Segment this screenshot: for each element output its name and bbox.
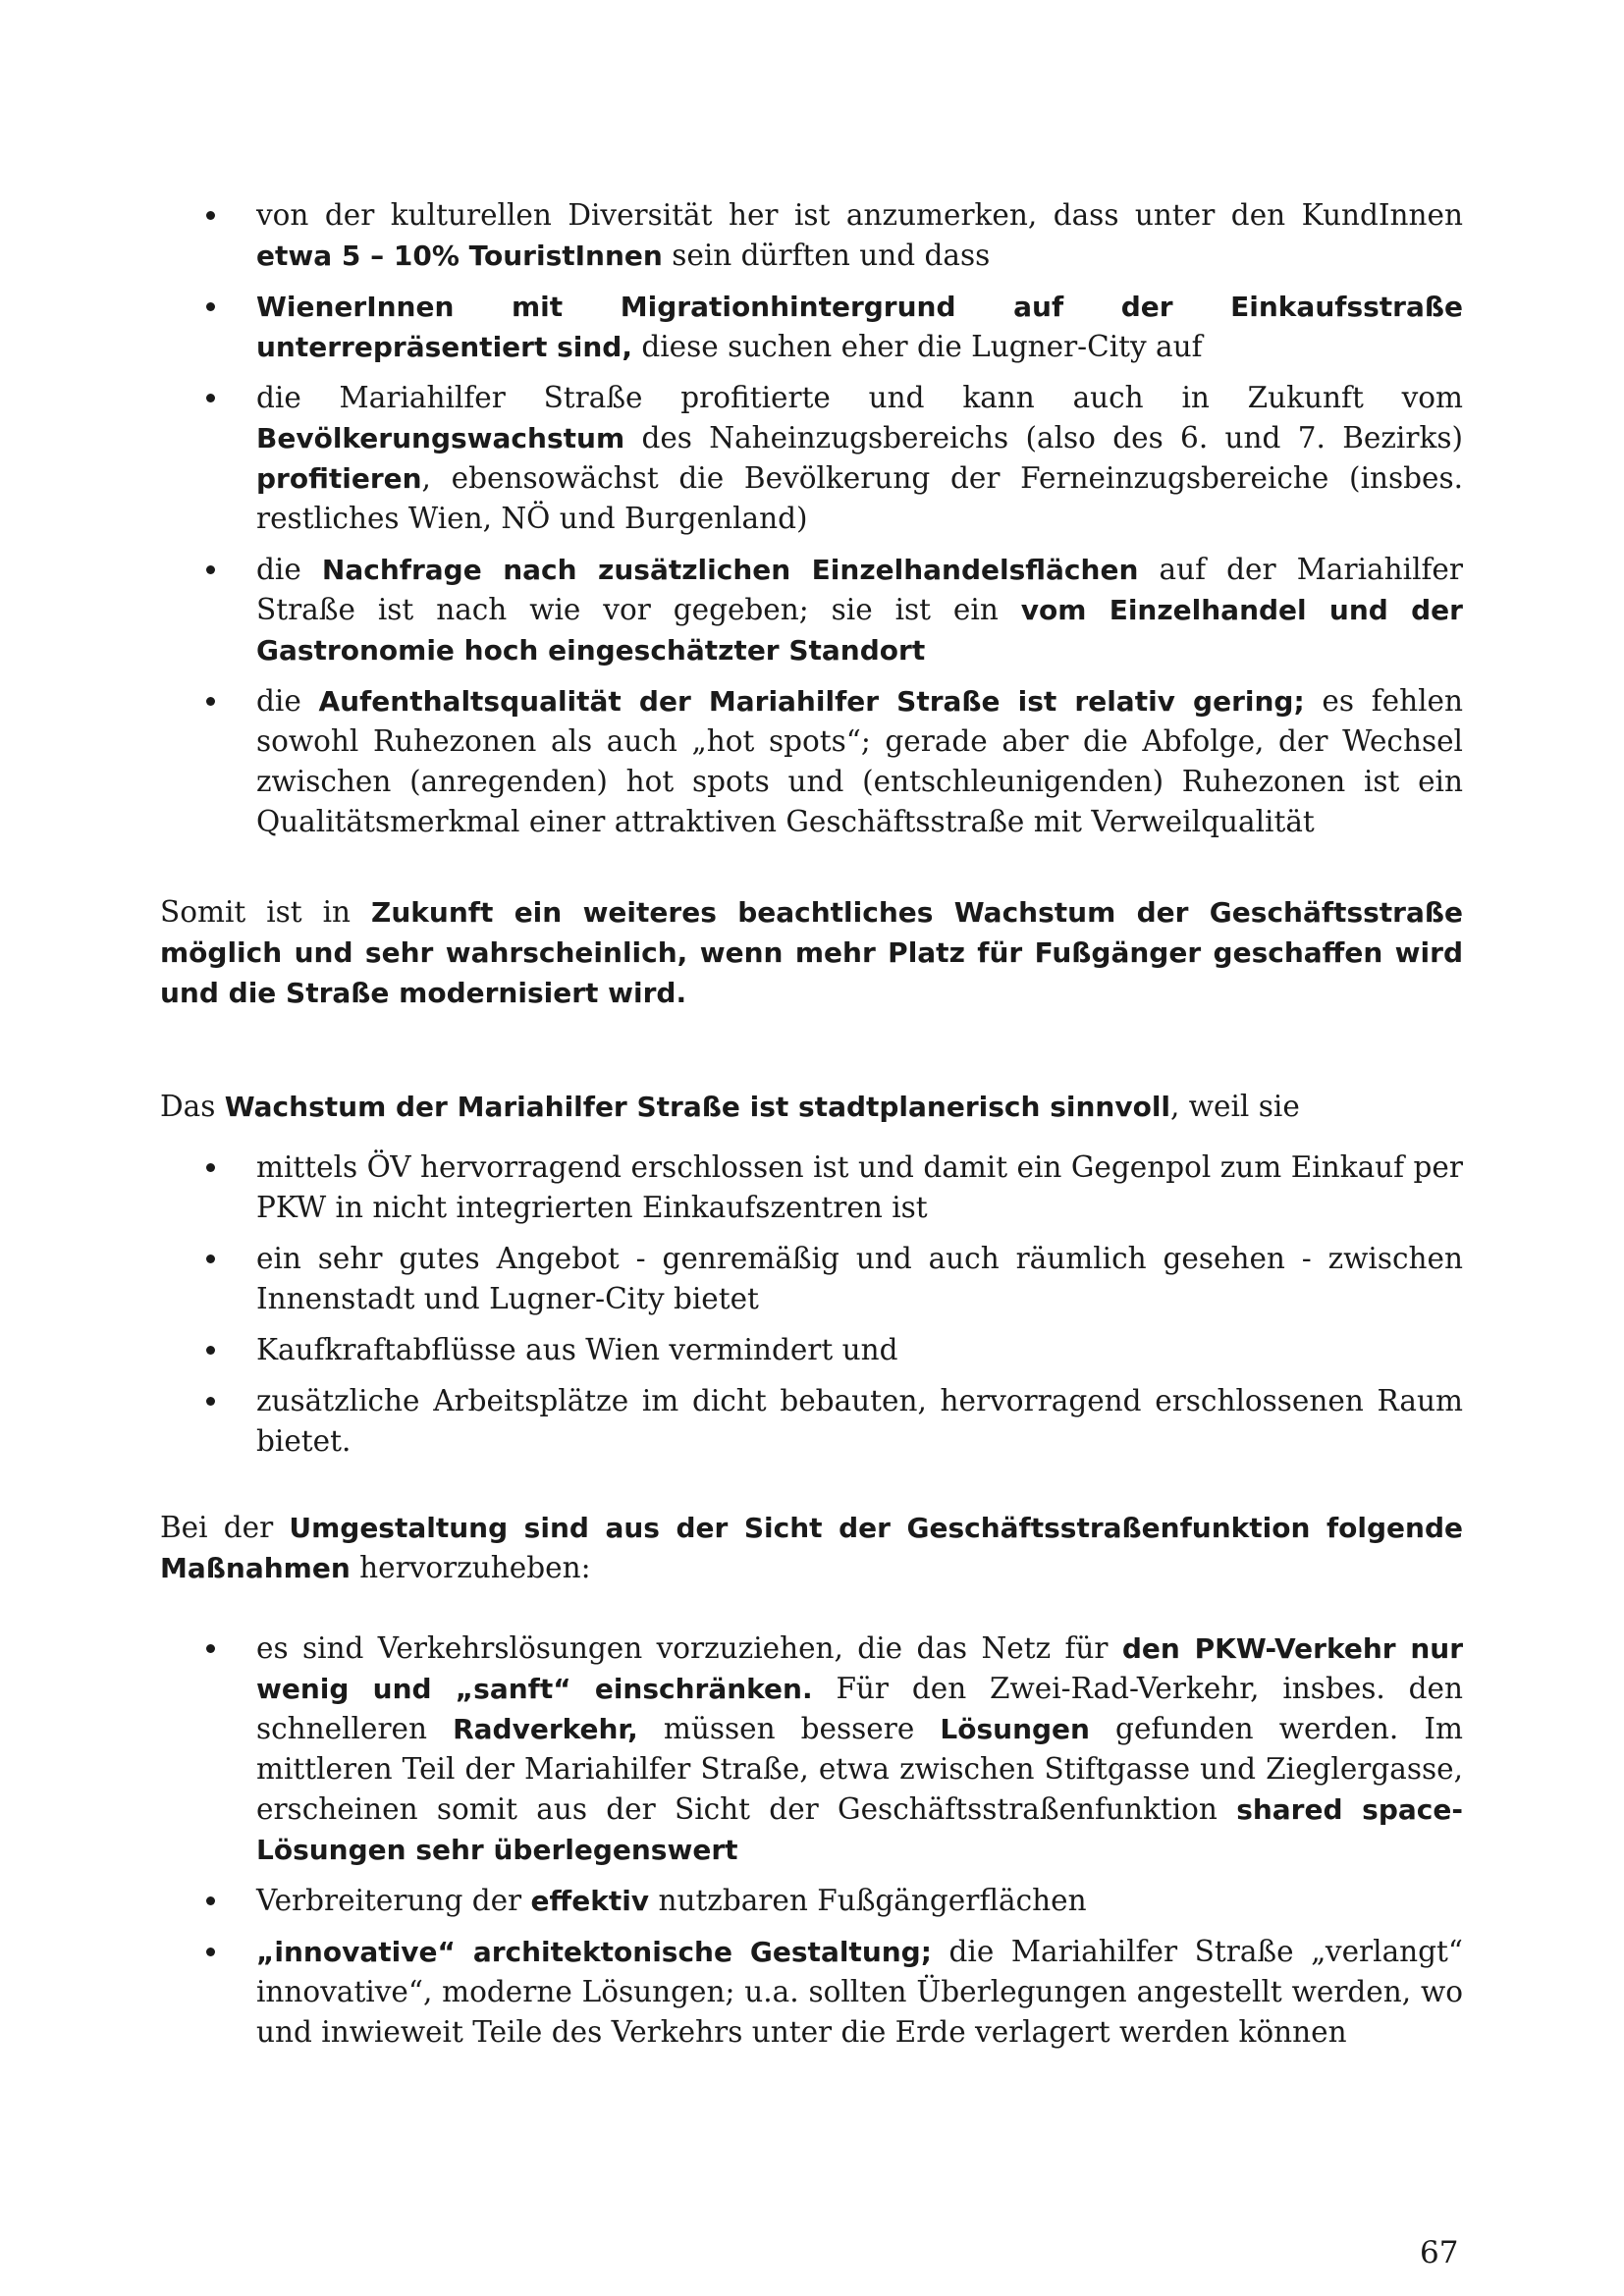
bold-span: „innovative“ architektonische Gestaltung;: [256, 1936, 932, 1968]
list-item: [160, 1932, 1463, 2053]
text-span: Somit ist in: [160, 895, 372, 929]
bold-span: profitieren: [256, 462, 422, 495]
text-span: müssen bessere: [637, 1712, 941, 1745]
bullet-list-reasons: [160, 1148, 1463, 1462]
paragraph-growth: [160, 892, 1463, 1013]
bullet-icon: [206, 394, 215, 402]
bullet-icon: [206, 211, 215, 220]
text-span: die Mariahilfer Straße profitierte und kann auch in Zukunft vom: [256, 381, 1463, 414]
bold-span: Bevölkerungswachstum: [256, 422, 625, 454]
text-span: sein dürften und dass: [662, 239, 991, 272]
bold-span: vom Einzelhandel und der Gastronomie hoch eingeschätzter Standort: [256, 594, 1463, 667]
bold-span: shared space-Lösungen sehr überlegenswert: [256, 1793, 1463, 1866]
text-span: Bei der: [160, 1511, 290, 1544]
text-span: die: [256, 684, 319, 718]
text-span: die: [256, 553, 322, 586]
bold-span: effektiv: [530, 1885, 650, 1917]
list-item: [160, 1239, 1463, 1319]
text-span: Das: [160, 1090, 225, 1123]
bullet-icon: [206, 697, 215, 706]
bullet-icon: [206, 565, 215, 574]
text-span: gefunden werden. Im mittleren Teil der Mariahilfer Straße, etwa zwischen Stiftgasse und Zieglergasse, erscheinen somit aus der Sicht der Geschäftsstraßenfunktion: [256, 1712, 1463, 1826]
list-item: [160, 550, 1463, 670]
bold-span: Wachstum der Mariahilfer Straße ist stadtplanerisch sinnvoll: [224, 1091, 1171, 1123]
text-span: , ebensowächst die Bevölkerung der Ferneinzugsbereiche (insbes. restliches Wien, NÖ und Burgenland): [256, 461, 1463, 535]
text-span: Verbreiterung der: [256, 1884, 531, 1917]
bold-span: etwa 5 – 10% TouristInnen: [256, 240, 663, 272]
text-span: des Naheinzugsbereichs (also des 6. und 7. Bezirks): [624, 421, 1463, 454]
bullet-icon: [206, 1948, 215, 1956]
text-span: zusätzliche Arbeitsplätze im dicht bebauten, hervorragend erschlossenen Raum bietet.: [256, 1384, 1463, 1458]
list-item: [160, 1881, 1463, 1921]
section-measures: [160, 1508, 1463, 1588]
section-demographics: [160, 195, 1463, 853]
text-span: Kaufkraftabflüsse aus Wien vermindert und: [256, 1333, 898, 1366]
text-span: ein sehr gutes Angebot - genremäßig und auch räumlich gesehen - zwischen Innenstadt und Lugner-City bietet: [256, 1242, 1463, 1315]
bold-span: Nachfrage nach zusätzlichen Einzelhandelsflächen: [321, 554, 1139, 586]
list-item: [160, 378, 1463, 539]
paragraph-measures: [160, 1508, 1463, 1588]
bullet-icon: [206, 1896, 215, 1905]
bullet-list-measures: [160, 1629, 1463, 2053]
page-number: 67: [1420, 2235, 1459, 2270]
list-item: [160, 681, 1463, 842]
bullet-icon: [206, 1644, 215, 1653]
list-item: [160, 287, 1463, 367]
bullet-icon: [206, 1255, 215, 1263]
text-span: , weil sie: [1170, 1090, 1300, 1123]
paragraph-urban-planning: [160, 1087, 1463, 1127]
text-span: Für den Zwei-Rad-Verkehr, insbes. den schnelleren: [256, 1672, 1463, 1745]
text-span: mittels ÖV hervorragend erschlossen ist und damit ein Gegenpol zum Einkauf per PKW in nicht integrierten Einkaufszentren ist: [256, 1150, 1463, 1224]
list-item: [160, 1330, 1463, 1370]
bullet-list-demographics: [160, 195, 1463, 842]
text-span: nutzbaren Fußgängerflächen: [649, 1884, 1087, 1917]
bullet-icon: [206, 302, 215, 311]
bold-span: den PKW-Verkehr nur wenig und „sanft“ einschränken.: [256, 1632, 1463, 1705]
text-span: die Mariahilfer Straße „verlangt“ innovative“, moderne Lösungen; u.a. sollten Überlegungen angestellt werden, wo und inwieweit Teile des Verkehrs unter die Erde verlagert werden können: [256, 1935, 1463, 2049]
text-span: von der kulturellen Diversität her ist anzumerken, dass unter den KundInnen: [256, 198, 1463, 232]
bold-span: Umgestaltung sind aus der Sicht der Geschäftsstraßenfunktion folgende Maßnahmen: [160, 1512, 1463, 1584]
bold-span: Radverkehr,: [453, 1713, 638, 1745]
bold-span: WienerInnen mit Migrationhintergrund auf der Einkaufsstraße unterrepräsentiert sind,: [256, 291, 1463, 363]
text-span: hervorzuheben:: [350, 1551, 591, 1584]
text-span: diese suchen eher die Lugner-City auf: [631, 330, 1203, 363]
list-item: [160, 1148, 1463, 1228]
list-item: [160, 1381, 1463, 1462]
text-span: es fehlen sowohl Ruhezonen als auch „hot spots“; gerade aber die Abfolge, der Wechsel zwischen (anregenden) hot spots und (entschleunigenden) Ruhezonen ist ein Qualitätsmerkmal einer attraktiven Geschäftsstraße mit Verweilqualität: [256, 684, 1463, 838]
bold-span: Zukunft ein weiteres beachtliches Wachstum der Geschäftsstraße möglich und sehr wahrscheinlich, wenn mehr Platz für Fußgänger geschaffen wird und die Straße modernisiert wird.: [160, 896, 1463, 1009]
section-conclusion: [160, 892, 1463, 1013]
bullet-icon: [206, 1163, 215, 1172]
bold-span: Lösungen: [940, 1713, 1090, 1745]
text-span: es sind Verkehrslösungen vorzuziehen, die das Netz für: [256, 1631, 1122, 1665]
section-measures-list: [160, 1629, 1463, 2063]
list-item: [160, 1629, 1463, 1870]
section-reasons: [160, 1148, 1463, 1472]
bold-span: Aufenthaltsqualität der Mariahilfer Straße ist relativ gering;: [318, 685, 1305, 718]
text-span: auf der Mariahilfer Straße ist nach wie vor gegeben; sie ist ein: [256, 553, 1463, 626]
bullet-icon: [206, 1346, 215, 1355]
bullet-icon: [206, 1397, 215, 1406]
section-urban-planning: [160, 1087, 1463, 1127]
list-item: [160, 195, 1463, 276]
